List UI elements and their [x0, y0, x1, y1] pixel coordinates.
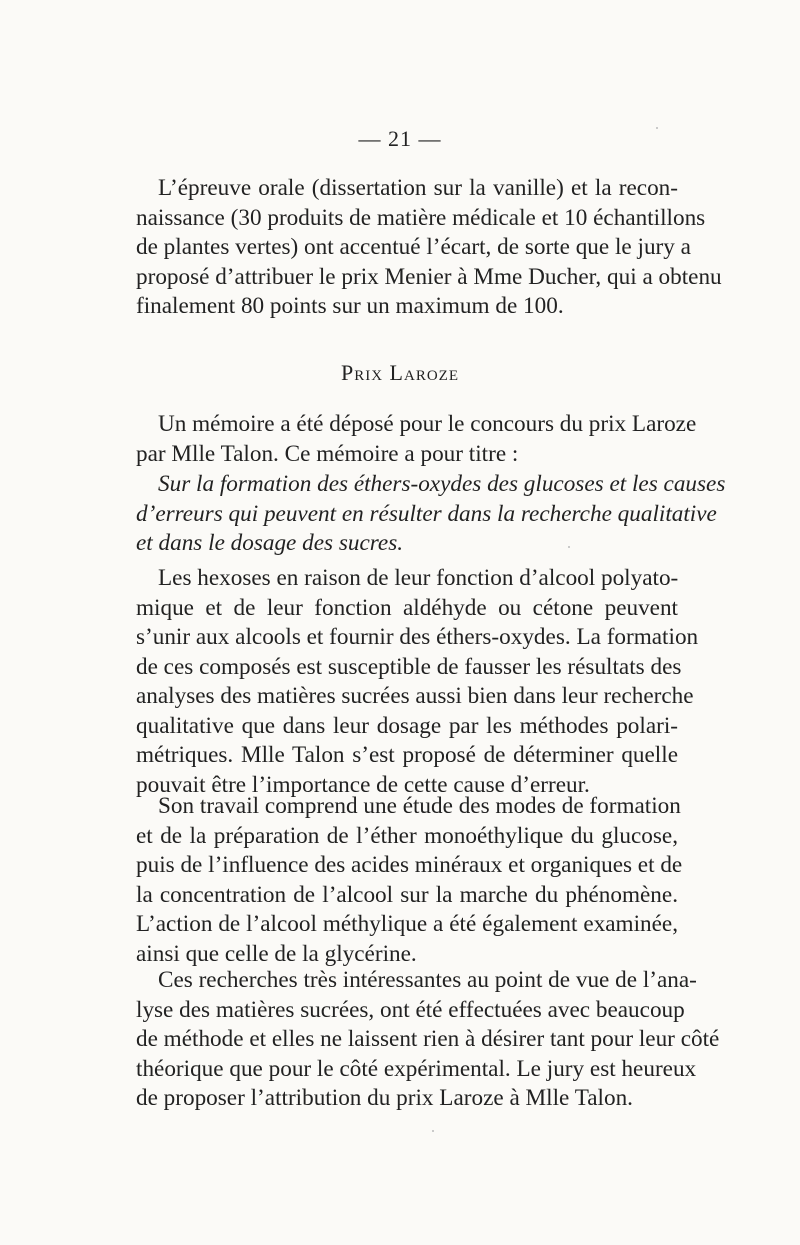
text-line: L’action de l’alcool méthylique a été également examinée,	[136, 911, 678, 937]
text-line: puis de l’influence des acides minéraux et organiques et de	[136, 852, 683, 878]
text-line: proposé d’attribuer le prix Menier à Mme Ducher, qui a obtenu	[136, 263, 722, 290]
paragraph-work-description	[136, 792, 683, 969]
text-line: de plantes vertes) ont accentué l’écart, de sorte que le jury a	[136, 234, 691, 260]
paragraph-hexoses	[136, 564, 699, 800]
text-line: d’erreurs qui peuvent en résulter dans la recherche qualitative	[136, 500, 717, 527]
paragraph-exam-results	[136, 174, 722, 322]
text-line: qualitative que dans leur dosage par les méthodes polari-	[136, 712, 678, 739]
text-line: naissance (30 produits de matière médicale et 10 échantillons	[136, 204, 706, 231]
text-line: et de la préparation de l’éther monoéthylique du glucose,	[136, 822, 678, 849]
paper-speck	[568, 546, 570, 548]
text-line: métriques. Mlle Talon s’est proposé de déterminer quelle	[136, 742, 678, 768]
thesis-title	[136, 470, 726, 559]
paper-speck	[432, 1130, 434, 1132]
text-line: la concentration de l’alcool sur la marche du phénomène.	[136, 881, 678, 908]
text-line: lyse des matières sucrées, ont été effectuées avec beaucoup	[136, 996, 685, 1023]
text-line: mique et de leur fonction aldéhyde ou cétone peuvent	[136, 594, 678, 621]
text-line: finalement 80 points sur un maximum de 100.	[136, 293, 564, 319]
text-line: analyses des matières sucrées aussi bien dans leur recherche	[136, 683, 694, 709]
text-line: s’unir aux alcools et fournir des éthers-oxydes. La formation	[136, 624, 699, 650]
page-number: — 21 —	[358, 126, 442, 151]
paragraph-jury-conclusion	[136, 966, 720, 1114]
text-line: par Mlle Talon. Ce mémoire a pour titre :	[136, 440, 519, 467]
paragraph-submission	[136, 410, 697, 469]
text-line: Ces recherches très intéressantes au point de vue de l’ana-	[158, 967, 697, 993]
text-line: ainsi que celle de la glycérine.	[136, 940, 417, 967]
text-line: Un mémoire a été déposé pour le concours du prix Laroze	[158, 411, 697, 437]
paper-speck	[656, 127, 658, 129]
text-line: et dans le dosage des sucres.	[136, 530, 404, 556]
text-line: théorique que pour le côté expérimental. Le jury est heureux	[136, 1055, 697, 1082]
text-line: Les hexoses en raison de leur fonction d’alcool polyato-	[158, 565, 679, 591]
text-line: Sur la formation des éthers-oxydes des glucoses et les causes	[158, 471, 726, 497]
text-line: Son travail comprend une étude des modes de formation	[158, 793, 681, 819]
text-line: L’épreuve orale (dissertation sur la vanille) et la recon-	[158, 175, 678, 201]
text-line: de méthode et elles ne laissent rien à désirer tant pour leur côté	[136, 1026, 720, 1052]
text-line: pouvait être l’importance de cette cause d’erreur.	[136, 771, 590, 798]
section-heading-prix-laroze: Prix Laroze	[340, 360, 459, 385]
text-line: de proposer l’attribution du prix Laroze à Mlle Talon.	[136, 1085, 633, 1111]
text-line: de ces composés est susceptible de fausser les résultats des	[136, 653, 682, 680]
